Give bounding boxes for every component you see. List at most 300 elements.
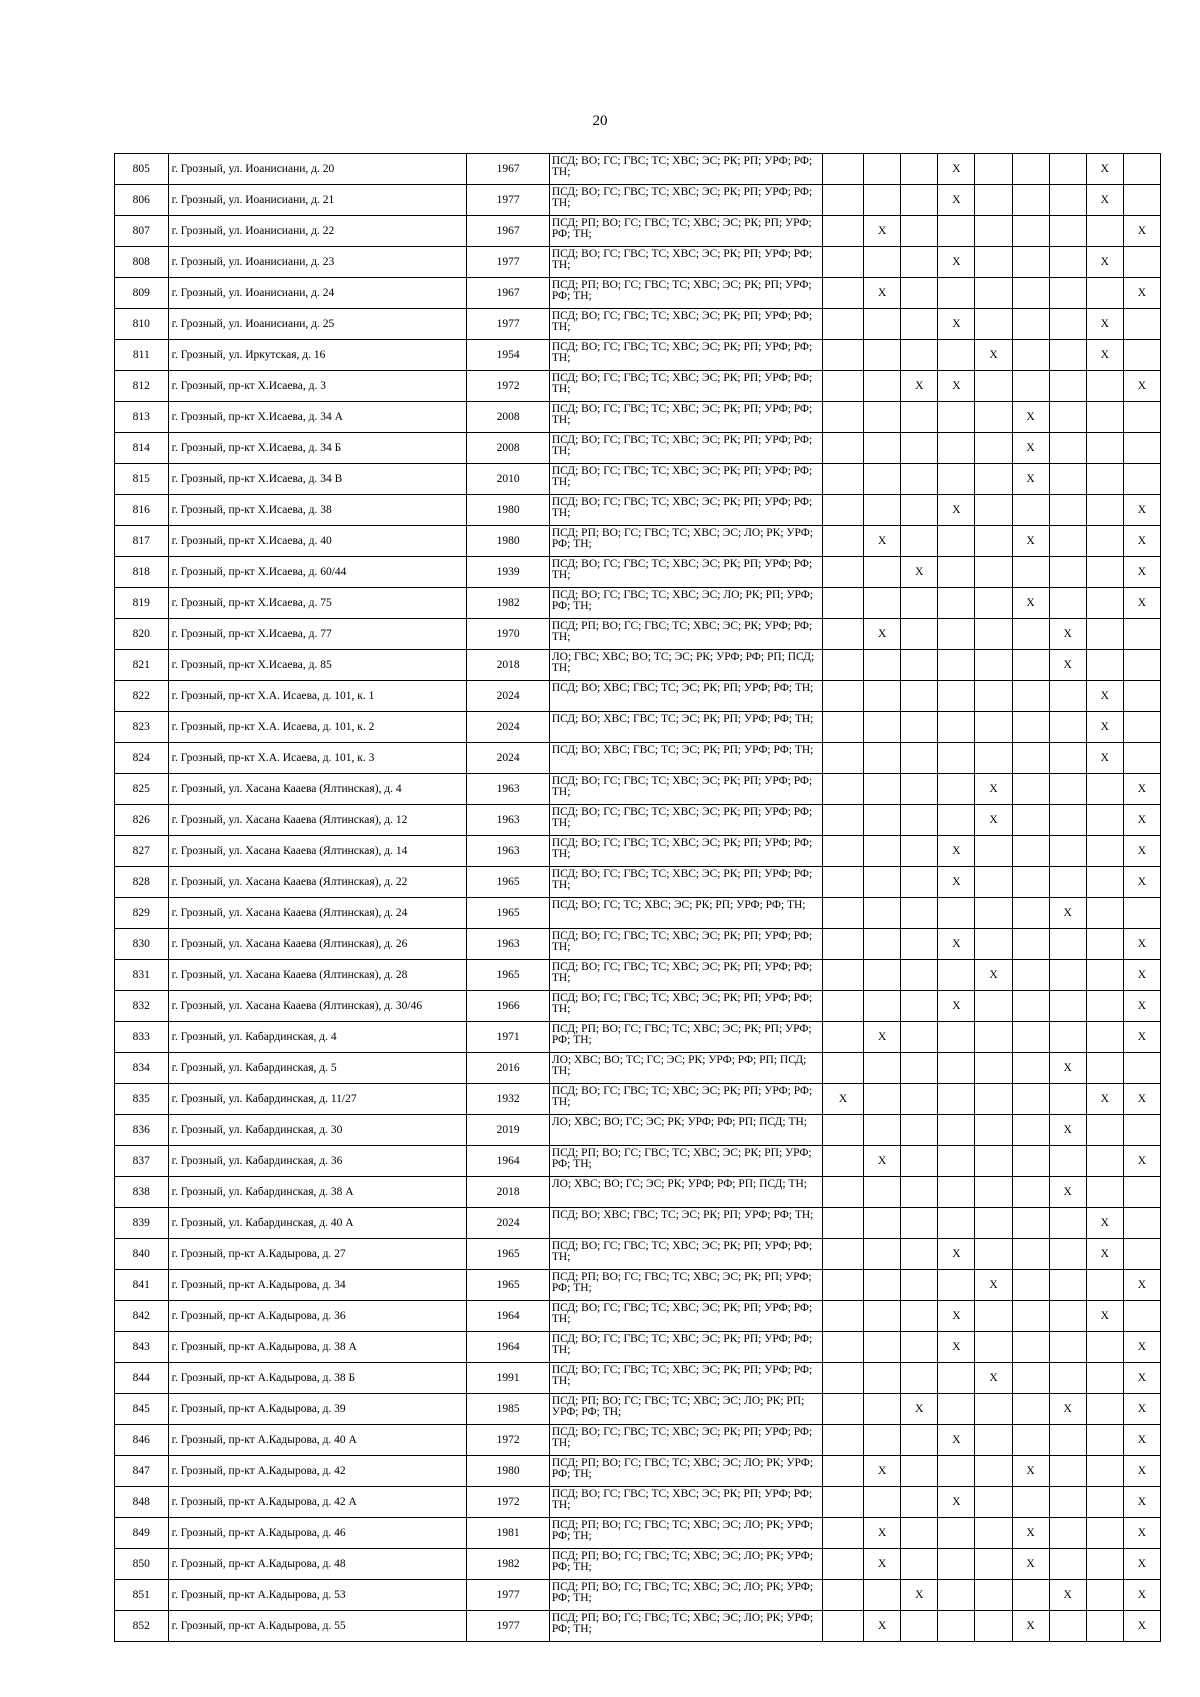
works-list-cell: ПСД; ВО; ГС; ГВС; ТС; ХВС; ЭС; РК; РП; УРФ; РФ; ТН; xyxy=(549,1425,822,1456)
period-mark-cell-9: X xyxy=(1123,867,1160,898)
row-number-cell: 846 xyxy=(115,1425,169,1456)
row-number-cell: 808 xyxy=(115,247,169,278)
period-mark-cell-4 xyxy=(938,1611,975,1642)
period-mark-cell-2 xyxy=(864,1580,901,1611)
period-mark-cell-1 xyxy=(822,402,863,433)
period-mark-cell-4 xyxy=(938,588,975,619)
period-mark-cell-4: X xyxy=(938,495,975,526)
period-mark-cell-2 xyxy=(864,805,901,836)
row-number-cell: 852 xyxy=(115,1611,169,1642)
address-cell: г. Грозный, пр-кт А.Кадырова, д. 48 xyxy=(168,1549,467,1580)
period-mark-cell-2: X xyxy=(864,1611,901,1642)
works-list-cell: ПСД; ВО; ГС; ГВС; ТС; ХВС; ЭС; РК; РП; УРФ; РФ; ТН; xyxy=(549,557,822,588)
period-mark-cell-7: X xyxy=(1049,1580,1086,1611)
period-mark-cell-7 xyxy=(1049,185,1086,216)
period-mark-cell-9: X xyxy=(1123,1084,1160,1115)
year-built-cell: 2018 xyxy=(467,650,549,681)
period-mark-cell-1 xyxy=(822,1363,863,1394)
address-cell: г. Грозный, ул. Иоанисиани, д. 22 xyxy=(168,216,467,247)
period-mark-cell-5 xyxy=(975,309,1012,340)
period-mark-cell-6 xyxy=(1012,185,1049,216)
period-mark-cell-2 xyxy=(864,774,901,805)
period-mark-cell-4 xyxy=(938,619,975,650)
period-mark-cell-5 xyxy=(975,867,1012,898)
period-mark-cell-7 xyxy=(1049,960,1086,991)
table-row xyxy=(115,1332,1161,1363)
year-built-cell: 1939 xyxy=(467,557,549,588)
period-mark-cell-8 xyxy=(1086,1146,1123,1177)
address-cell: г. Грозный, ул. Хасана Кааева (Ялтинская), д. 26 xyxy=(168,929,467,960)
period-mark-cell-5 xyxy=(975,991,1012,1022)
period-mark-cell-1 xyxy=(822,216,863,247)
period-mark-cell-8 xyxy=(1086,433,1123,464)
period-mark-cell-8 xyxy=(1086,650,1123,681)
period-mark-cell-7 xyxy=(1049,867,1086,898)
period-mark-cell-7 xyxy=(1049,743,1086,774)
period-mark-cell-2 xyxy=(864,1208,901,1239)
period-mark-cell-5 xyxy=(975,1301,1012,1332)
period-mark-cell-5 xyxy=(975,1022,1012,1053)
year-built-cell: 1963 xyxy=(467,774,549,805)
period-mark-cell-6 xyxy=(1012,1332,1049,1363)
period-mark-cell-3 xyxy=(901,216,938,247)
period-mark-cell-6: X xyxy=(1012,1611,1049,1642)
period-mark-cell-2 xyxy=(864,1270,901,1301)
period-mark-cell-4 xyxy=(938,1053,975,1084)
year-built-cell: 2008 xyxy=(467,402,549,433)
works-list-cell: ПСД; РП; ВО; ГС; ГВС; ТС; ХВС; ЭС; РК; РП; УРФ; РФ; ТН; xyxy=(549,278,822,309)
period-mark-cell-2: X xyxy=(864,1456,901,1487)
period-mark-cell-4: X xyxy=(938,247,975,278)
period-mark-cell-9: X xyxy=(1123,1425,1160,1456)
period-mark-cell-1 xyxy=(822,619,863,650)
period-mark-cell-5 xyxy=(975,1146,1012,1177)
period-mark-cell-3 xyxy=(901,309,938,340)
period-mark-cell-2 xyxy=(864,743,901,774)
period-mark-cell-9: X xyxy=(1123,1394,1160,1425)
period-mark-cell-7: X xyxy=(1049,1053,1086,1084)
period-mark-cell-1 xyxy=(822,1301,863,1332)
period-mark-cell-2 xyxy=(864,1115,901,1146)
row-number-cell: 807 xyxy=(115,216,169,247)
address-cell: г. Грозный, пр-кт Х.Исаева, д. 34 А xyxy=(168,402,467,433)
period-mark-cell-3 xyxy=(901,681,938,712)
address-cell: г. Грозный, пр-кт Х.Исаева, д. 3 xyxy=(168,371,467,402)
period-mark-cell-7 xyxy=(1049,433,1086,464)
period-mark-cell-7 xyxy=(1049,1456,1086,1487)
period-mark-cell-6 xyxy=(1012,1053,1049,1084)
period-mark-cell-7 xyxy=(1049,340,1086,371)
period-mark-cell-3 xyxy=(901,1518,938,1549)
works-list-cell: ПСД; ВО; ГС; ГВС; ТС; ХВС; ЭС; РК; РП; УРФ; РФ; ТН; xyxy=(549,1487,822,1518)
period-mark-cell-6 xyxy=(1012,1115,1049,1146)
period-mark-cell-8 xyxy=(1086,1549,1123,1580)
page-number: 20 xyxy=(592,113,608,129)
address-cell: г. Грозный, пр-кт Х.А. Исаева, д. 101, к. 3 xyxy=(168,743,467,774)
address-cell: г. Грозный, пр-кт А.Кадырова, д. 40 А xyxy=(168,1425,467,1456)
year-built-cell: 2024 xyxy=(467,681,549,712)
period-mark-cell-1 xyxy=(822,836,863,867)
period-mark-cell-9: X xyxy=(1123,557,1160,588)
period-mark-cell-8 xyxy=(1086,278,1123,309)
table-row xyxy=(115,836,1161,867)
year-built-cell: 1977 xyxy=(467,1611,549,1642)
period-mark-cell-3 xyxy=(901,1208,938,1239)
period-mark-cell-8 xyxy=(1086,371,1123,402)
row-number-cell: 833 xyxy=(115,1022,169,1053)
period-mark-cell-6: X xyxy=(1012,1549,1049,1580)
table-row xyxy=(115,1053,1161,1084)
works-list-cell: ПСД; ВО; ГС; ГВС; ТС; ХВС; ЭС; РК; РП; УРФ; РФ; ТН; xyxy=(549,464,822,495)
period-mark-cell-4 xyxy=(938,1580,975,1611)
period-mark-cell-1 xyxy=(822,1611,863,1642)
period-mark-cell-7 xyxy=(1049,1084,1086,1115)
period-mark-cell-6: X xyxy=(1012,588,1049,619)
period-mark-cell-6 xyxy=(1012,1487,1049,1518)
period-mark-cell-8: X xyxy=(1086,1084,1123,1115)
period-mark-cell-8 xyxy=(1086,929,1123,960)
table-row xyxy=(115,681,1161,712)
year-built-cell: 1980 xyxy=(467,495,549,526)
period-mark-cell-3 xyxy=(901,960,938,991)
row-number-cell: 849 xyxy=(115,1518,169,1549)
period-mark-cell-4 xyxy=(938,1363,975,1394)
period-mark-cell-2 xyxy=(864,402,901,433)
row-number-cell: 841 xyxy=(115,1270,169,1301)
period-mark-cell-2 xyxy=(864,836,901,867)
period-mark-cell-4 xyxy=(938,1208,975,1239)
period-mark-cell-7 xyxy=(1049,1208,1086,1239)
period-mark-cell-7 xyxy=(1049,309,1086,340)
period-mark-cell-3 xyxy=(901,464,938,495)
period-mark-cell-4 xyxy=(938,340,975,371)
period-mark-cell-8 xyxy=(1086,1053,1123,1084)
period-mark-cell-4: X xyxy=(938,1425,975,1456)
period-mark-cell-8 xyxy=(1086,1425,1123,1456)
period-mark-cell-2: X xyxy=(864,1146,901,1177)
period-mark-cell-7 xyxy=(1049,805,1086,836)
table-row xyxy=(115,526,1161,557)
period-mark-cell-2 xyxy=(864,340,901,371)
period-mark-cell-8 xyxy=(1086,805,1123,836)
row-number-cell: 813 xyxy=(115,402,169,433)
table-row xyxy=(115,650,1161,681)
works-list-cell: ПСД; ВО; ГС; ГВС; ТС; ХВС; ЭС; РК; РП; УРФ; РФ; ТН; xyxy=(549,185,822,216)
period-mark-cell-8: X xyxy=(1086,743,1123,774)
table-row xyxy=(115,1487,1161,1518)
period-mark-cell-3 xyxy=(901,1425,938,1456)
row-number-cell: 832 xyxy=(115,991,169,1022)
period-mark-cell-6: X xyxy=(1012,464,1049,495)
address-cell: г. Грозный, ул. Иоанисиани, д. 25 xyxy=(168,309,467,340)
table-row xyxy=(115,185,1161,216)
period-mark-cell-1 xyxy=(822,1332,863,1363)
table-row xyxy=(115,1208,1161,1239)
year-built-cell: 1971 xyxy=(467,1022,549,1053)
period-mark-cell-4 xyxy=(938,1518,975,1549)
period-mark-cell-2 xyxy=(864,712,901,743)
period-mark-cell-9: X xyxy=(1123,371,1160,402)
year-built-cell: 1972 xyxy=(467,1425,549,1456)
table-row xyxy=(115,557,1161,588)
address-cell: г. Грозный, ул. Хасана Кааева (Ялтинская), д. 22 xyxy=(168,867,467,898)
period-mark-cell-4: X xyxy=(938,309,975,340)
period-mark-cell-4: X xyxy=(938,371,975,402)
table-row xyxy=(115,402,1161,433)
period-mark-cell-4: X xyxy=(938,1239,975,1270)
period-mark-cell-9 xyxy=(1123,650,1160,681)
address-cell: г. Грозный, пр-кт Х.Исаева, д. 34 Б xyxy=(168,433,467,464)
period-mark-cell-5 xyxy=(975,1425,1012,1456)
period-mark-cell-5: X xyxy=(975,1363,1012,1394)
period-mark-cell-9: X xyxy=(1123,836,1160,867)
period-mark-cell-9: X xyxy=(1123,929,1160,960)
period-mark-cell-9: X xyxy=(1123,1611,1160,1642)
period-mark-cell-9 xyxy=(1123,898,1160,929)
period-mark-cell-5 xyxy=(975,1115,1012,1146)
address-cell: г. Грозный, ул. Кабардинская, д. 36 xyxy=(168,1146,467,1177)
period-mark-cell-7 xyxy=(1049,1301,1086,1332)
period-mark-cell-4 xyxy=(938,898,975,929)
address-cell: г. Грозный, пр-кт А.Кадырова, д. 38 А xyxy=(168,1332,467,1363)
year-built-cell: 1972 xyxy=(467,1487,549,1518)
period-mark-cell-3 xyxy=(901,1022,938,1053)
period-mark-cell-1 xyxy=(822,1239,863,1270)
row-number-cell: 842 xyxy=(115,1301,169,1332)
period-mark-cell-4 xyxy=(938,712,975,743)
year-built-cell: 1977 xyxy=(467,1580,549,1611)
period-mark-cell-4 xyxy=(938,1146,975,1177)
address-cell: г. Грозный, ул. Кабардинская, д. 30 xyxy=(168,1115,467,1146)
year-built-cell: 1963 xyxy=(467,805,549,836)
period-mark-cell-9: X xyxy=(1123,1549,1160,1580)
period-mark-cell-9 xyxy=(1123,712,1160,743)
row-number-cell: 848 xyxy=(115,1487,169,1518)
works-list-cell: ПСД; РП; ВО; ГС; ГВС; ТС; ХВС; ЭС; ЛО; РК; УРФ; РФ; ТН; xyxy=(549,526,822,557)
period-mark-cell-5 xyxy=(975,619,1012,650)
housing-works-table xyxy=(114,153,1161,1642)
period-mark-cell-7 xyxy=(1049,588,1086,619)
works-list-cell: ПСД; ВО; ГС; ГВС; ТС; ХВС; ЭС; РК; РП; УРФ; РФ; ТН; xyxy=(549,836,822,867)
address-cell: г. Грозный, ул. Иоанисиани, д. 23 xyxy=(168,247,467,278)
row-number-cell: 826 xyxy=(115,805,169,836)
period-mark-cell-3 xyxy=(901,1456,938,1487)
period-mark-cell-3 xyxy=(901,1084,938,1115)
period-mark-cell-6: X xyxy=(1012,526,1049,557)
period-mark-cell-4: X xyxy=(938,867,975,898)
period-mark-cell-1 xyxy=(822,185,863,216)
table-row xyxy=(115,588,1161,619)
period-mark-cell-3 xyxy=(901,929,938,960)
period-mark-cell-5 xyxy=(975,836,1012,867)
row-number-cell: 829 xyxy=(115,898,169,929)
period-mark-cell-7: X xyxy=(1049,619,1086,650)
period-mark-cell-9 xyxy=(1123,340,1160,371)
table-row xyxy=(115,960,1161,991)
period-mark-cell-1 xyxy=(822,1518,863,1549)
period-mark-cell-4: X xyxy=(938,991,975,1022)
period-mark-cell-1 xyxy=(822,247,863,278)
period-mark-cell-4 xyxy=(938,1456,975,1487)
period-mark-cell-3 xyxy=(901,1487,938,1518)
period-mark-cell-6 xyxy=(1012,154,1049,185)
row-number-cell: 836 xyxy=(115,1115,169,1146)
address-cell: г. Грозный, ул. Кабардинская, д. 5 xyxy=(168,1053,467,1084)
period-mark-cell-7 xyxy=(1049,929,1086,960)
period-mark-cell-2 xyxy=(864,1363,901,1394)
address-cell: г. Грозный, ул. Хасана Кааева (Ялтинская), д. 12 xyxy=(168,805,467,836)
row-number-cell: 816 xyxy=(115,495,169,526)
period-mark-cell-5 xyxy=(975,1549,1012,1580)
period-mark-cell-1 xyxy=(822,433,863,464)
period-mark-cell-3 xyxy=(901,247,938,278)
period-mark-cell-3: X xyxy=(901,371,938,402)
period-mark-cell-3 xyxy=(901,1146,938,1177)
works-list-cell: ПСД; ВО; ГС; ГВС; ТС; ХВС; ЭС; РК; РП; УРФ; РФ; ТН; xyxy=(549,991,822,1022)
address-cell: г. Грозный, пр-кт Х.Исаева, д. 38 xyxy=(168,495,467,526)
period-mark-cell-9 xyxy=(1123,433,1160,464)
works-list-cell: ПСД; ВО; ХВС; ГВС; ТС; ЭС; РК; РП; УРФ; РФ; ТН; xyxy=(549,743,822,774)
address-cell: г. Грозный, ул. Иркутская, д. 16 xyxy=(168,340,467,371)
period-mark-cell-5 xyxy=(975,495,1012,526)
table-row xyxy=(115,1425,1161,1456)
row-number-cell: 825 xyxy=(115,774,169,805)
period-mark-cell-2 xyxy=(864,991,901,1022)
period-mark-cell-7: X xyxy=(1049,1394,1086,1425)
table-row xyxy=(115,216,1161,247)
row-number-cell: 839 xyxy=(115,1208,169,1239)
period-mark-cell-5: X xyxy=(975,774,1012,805)
address-cell: г. Грозный, ул. Иоанисиани, д. 24 xyxy=(168,278,467,309)
period-mark-cell-4 xyxy=(938,464,975,495)
period-mark-cell-1 xyxy=(822,1022,863,1053)
period-mark-cell-9: X xyxy=(1123,278,1160,309)
period-mark-cell-5 xyxy=(975,464,1012,495)
period-mark-cell-2 xyxy=(864,1053,901,1084)
period-mark-cell-4 xyxy=(938,1549,975,1580)
period-mark-cell-3 xyxy=(901,1270,938,1301)
period-mark-cell-6 xyxy=(1012,340,1049,371)
period-mark-cell-9 xyxy=(1123,402,1160,433)
period-mark-cell-3 xyxy=(901,278,938,309)
row-number-cell: 814 xyxy=(115,433,169,464)
period-mark-cell-7 xyxy=(1049,1363,1086,1394)
year-built-cell: 2024 xyxy=(467,1208,549,1239)
period-mark-cell-2 xyxy=(864,1084,901,1115)
works-list-cell: ПСД; РП; ВО; ГС; ГВС; ТС; ХВС; ЭС; РК; УРФ; РФ; ТН; xyxy=(549,619,822,650)
period-mark-cell-1 xyxy=(822,774,863,805)
works-list-cell: ПСД; ВО; ХВС; ГВС; ТС; ЭС; РК; РП; УРФ; РФ; ТН; xyxy=(549,712,822,743)
works-list-cell: ПСД; РП; ВО; ГС; ГВС; ТС; ХВС; ЭС; ЛО; РК; УРФ; РФ; ТН; xyxy=(549,1456,822,1487)
period-mark-cell-8: X xyxy=(1086,1301,1123,1332)
period-mark-cell-6: X xyxy=(1012,433,1049,464)
period-mark-cell-7 xyxy=(1049,1549,1086,1580)
table-row xyxy=(115,1549,1161,1580)
row-number-cell: 819 xyxy=(115,588,169,619)
period-mark-cell-7 xyxy=(1049,1611,1086,1642)
period-mark-cell-8: X xyxy=(1086,309,1123,340)
period-mark-cell-9: X xyxy=(1123,1456,1160,1487)
row-number-cell: 817 xyxy=(115,526,169,557)
address-cell: г. Грозный, пр-кт А.Кадырова, д. 55 xyxy=(168,1611,467,1642)
period-mark-cell-7 xyxy=(1049,836,1086,867)
period-mark-cell-1 xyxy=(822,1115,863,1146)
address-cell: г. Грозный, ул. Кабардинская, д. 40 А xyxy=(168,1208,467,1239)
works-list-cell: ПСД; РП; ВО; ГС; ГВС; ТС; ХВС; ЭС; ЛО; РК; РП; УРФ; РФ; ТН; xyxy=(549,1394,822,1425)
row-number-cell: 815 xyxy=(115,464,169,495)
year-built-cell: 1970 xyxy=(467,619,549,650)
period-mark-cell-6 xyxy=(1012,1301,1049,1332)
period-mark-cell-6 xyxy=(1012,681,1049,712)
period-mark-cell-8 xyxy=(1086,1115,1123,1146)
table-row xyxy=(115,774,1161,805)
row-number-cell: 840 xyxy=(115,1239,169,1270)
period-mark-cell-1 xyxy=(822,154,863,185)
period-mark-cell-9 xyxy=(1123,743,1160,774)
period-mark-cell-2 xyxy=(864,898,901,929)
period-mark-cell-6 xyxy=(1012,371,1049,402)
period-mark-cell-6 xyxy=(1012,650,1049,681)
works-list-cell: ПСД; ВО; ГС; ГВС; ТС; ХВС; ЭС; ЛО; РК; РП; УРФ; РФ; ТН; xyxy=(549,588,822,619)
period-mark-cell-8 xyxy=(1086,1363,1123,1394)
period-mark-cell-9 xyxy=(1123,185,1160,216)
period-mark-cell-3 xyxy=(901,619,938,650)
period-mark-cell-3 xyxy=(901,743,938,774)
period-mark-cell-2 xyxy=(864,1487,901,1518)
year-built-cell: 1982 xyxy=(467,588,549,619)
period-mark-cell-7 xyxy=(1049,402,1086,433)
works-list-cell: ПСД; РП; ВО; ГС; ГВС; ТС; ХВС; ЭС; ЛО; РК; УРФ; РФ; ТН; xyxy=(549,1611,822,1642)
address-cell: г. Грозный, ул. Хасана Кааева (Ялтинская), д. 4 xyxy=(168,774,467,805)
period-mark-cell-5 xyxy=(975,1084,1012,1115)
period-mark-cell-3 xyxy=(901,650,938,681)
period-mark-cell-6 xyxy=(1012,557,1049,588)
period-mark-cell-8: X xyxy=(1086,1239,1123,1270)
period-mark-cell-7 xyxy=(1049,216,1086,247)
works-list-cell: ПСД; ВО; ГС; ГВС; ТС; ХВС; ЭС; РК; РП; УРФ; РФ; ТН; xyxy=(549,1239,822,1270)
period-mark-cell-3 xyxy=(901,1115,938,1146)
period-mark-cell-8: X xyxy=(1086,247,1123,278)
year-built-cell: 1965 xyxy=(467,1239,549,1270)
period-mark-cell-8 xyxy=(1086,526,1123,557)
period-mark-cell-4 xyxy=(938,278,975,309)
period-mark-cell-4 xyxy=(938,402,975,433)
period-mark-cell-1 xyxy=(822,495,863,526)
period-mark-cell-3 xyxy=(901,495,938,526)
period-mark-cell-2: X xyxy=(864,1022,901,1053)
table-row xyxy=(115,1115,1161,1146)
period-mark-cell-9: X xyxy=(1123,991,1160,1022)
year-built-cell: 2024 xyxy=(467,743,549,774)
period-mark-cell-2 xyxy=(864,495,901,526)
works-list-cell: ПСД; РП; ВО; ГС; ГВС; ТС; ХВС; ЭС; РК; РП; УРФ; РФ; ТН; xyxy=(549,1270,822,1301)
period-mark-cell-2 xyxy=(864,1425,901,1456)
period-mark-cell-9 xyxy=(1123,619,1160,650)
table-row xyxy=(115,929,1161,960)
period-mark-cell-5 xyxy=(975,1208,1012,1239)
period-mark-cell-9 xyxy=(1123,1053,1160,1084)
period-mark-cell-6 xyxy=(1012,836,1049,867)
period-mark-cell-2 xyxy=(864,433,901,464)
table-row xyxy=(115,898,1161,929)
period-mark-cell-6 xyxy=(1012,774,1049,805)
period-mark-cell-8 xyxy=(1086,898,1123,929)
period-mark-cell-2 xyxy=(864,464,901,495)
period-mark-cell-1 xyxy=(822,681,863,712)
address-cell: г. Грозный, пр-кт Х.Исаева, д. 85 xyxy=(168,650,467,681)
table-row xyxy=(115,1580,1161,1611)
row-number-cell: 805 xyxy=(115,154,169,185)
